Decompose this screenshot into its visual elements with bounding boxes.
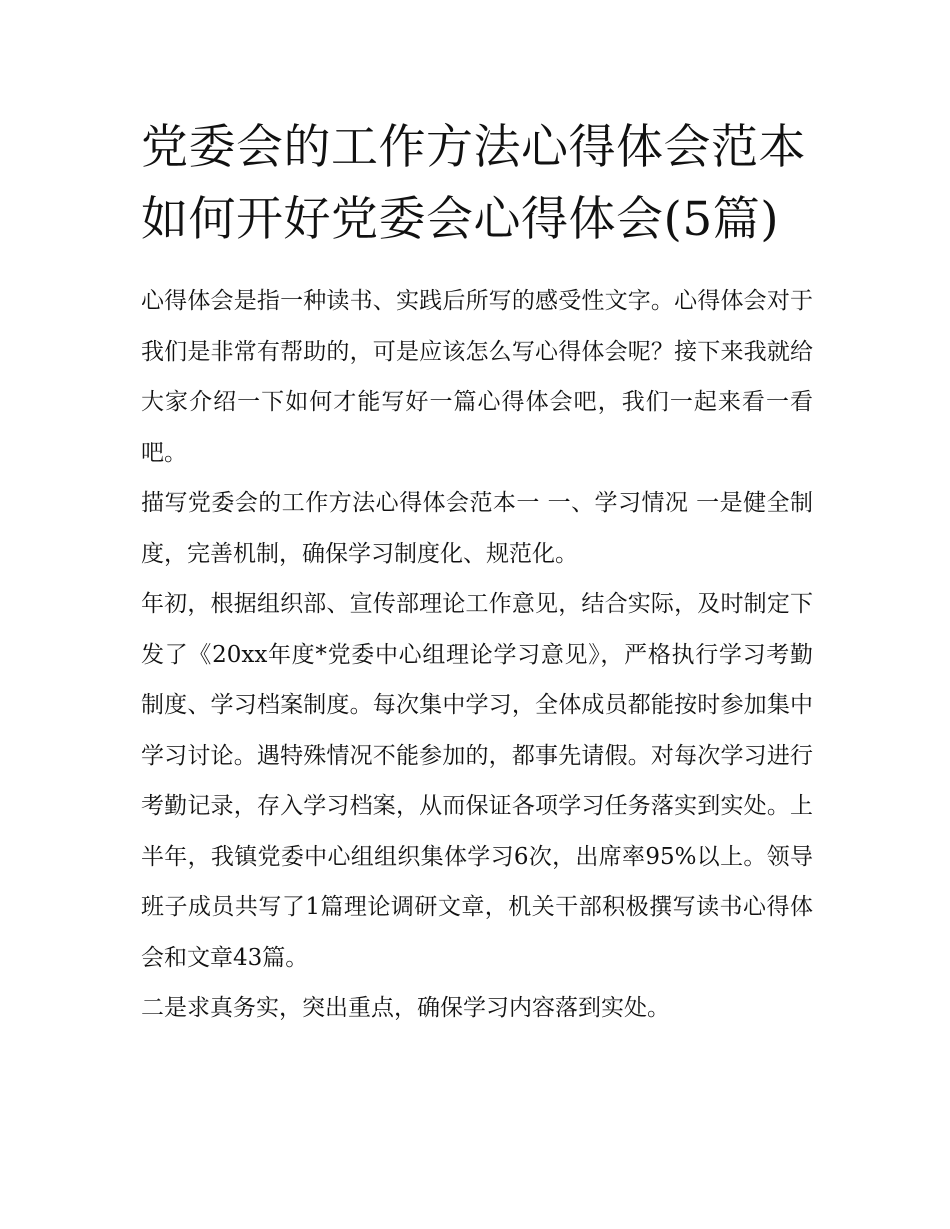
paragraph-intro: 心得体会是指一种读书、实践后所写的感受性文字。心得体会对于我们是非常有帮助的，可是应该怎么写心得体会呢？接下来我就给大家介绍一下如何才能写好一篇心得体会吧，我们一起来看一看吧。 <box>141 288 813 466</box>
paragraph-study-details: 年初，根据组织部、宣传部理论工作意见，结合实际，及时制定下发了《20xx年度*党委中心组理论学习意见》，严格执行学习考勤制度、学习档案制度。每次集中学习，全体成员都能按时参加集中学习讨论。遇特殊情况不能参加的，都事先请假。对每次学习进行考勤记录，存入学习档案，从而保证各项学习任务落实到实处。上半年，我镇党委中心组组织集体学习6次，出席率95%以上。领导班子成员共写了1篇理论调研文章，机关干部积极撰写读书心得体会和文章43篇。 <box>141 591 813 971</box>
paragraph-section-one: 描写党委会的工作方法心得体会范本一 一、学习情况 一是健全制度，完善机制，确保学习制度化、规范化。 <box>141 490 813 567</box>
document-title: 党委会的工作方法心得体会范本 如何开好党委会心得体会(5篇) <box>141 120 806 247</box>
document-body <box>141 276 813 1034</box>
paragraph-point-two: 二是求真务实，突出重点，确保学习内容落到实处。 <box>141 995 670 1021</box>
document-page <box>141 112 813 1034</box>
